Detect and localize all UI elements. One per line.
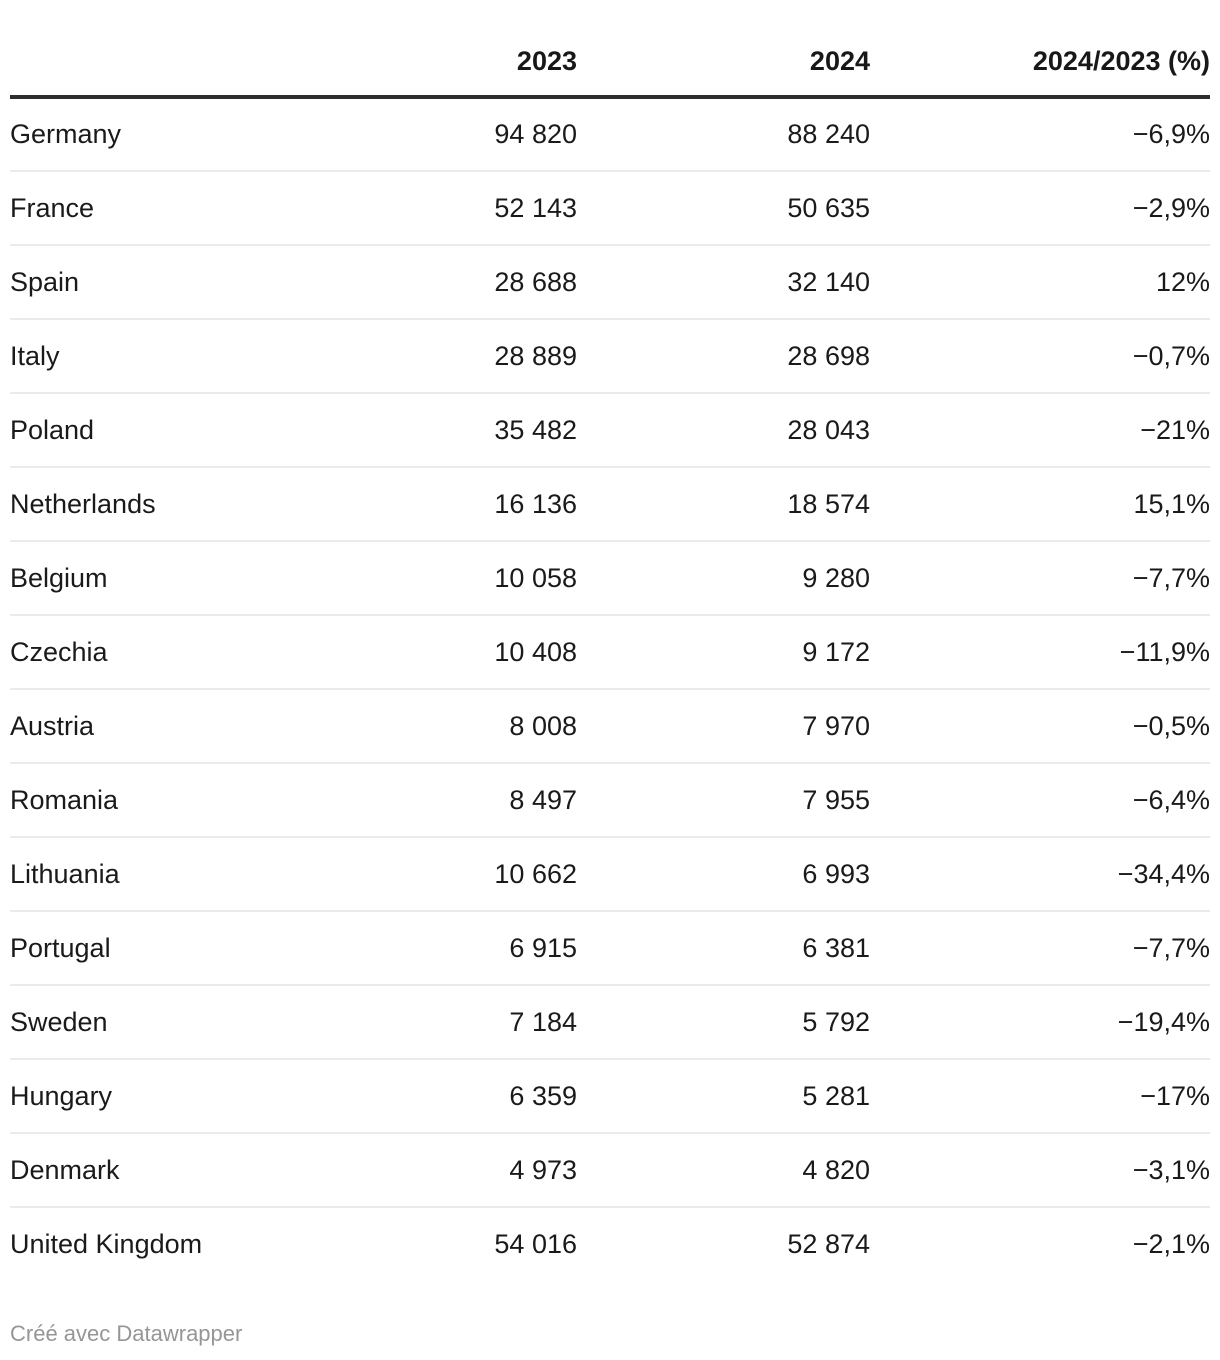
data-table: [10, 0, 1210, 1281]
value-2024-cell: 9 280: [802, 562, 870, 593]
value-2024-cell: 88 240: [787, 119, 870, 149]
table-row: [10, 541, 1210, 615]
value-2024-cell: 50 635: [787, 192, 870, 223]
country-cell: Italy: [10, 340, 60, 371]
table-body: [10, 97, 1210, 1281]
table-row: [10, 97, 1210, 171]
pct-change-cell: −11,9%: [1119, 636, 1210, 667]
country-cell: Portugal: [10, 932, 111, 963]
table-row: [10, 1059, 1210, 1133]
value-2023-cell: 10 058: [494, 562, 577, 593]
column-header-pct-change: 2024/2023 (%): [1032, 46, 1210, 76]
value-2024-cell: 6 993: [802, 858, 870, 889]
pct-change-cell: −3,1%: [1132, 1154, 1210, 1185]
country-cell: Netherlands: [10, 488, 156, 519]
value-2023-cell: 4 973: [509, 1154, 577, 1185]
column-header-2024: 2024: [809, 46, 870, 76]
table-row: [10, 689, 1210, 763]
country-cell: Lithuania: [10, 858, 120, 889]
table-header: [10, 0, 1210, 97]
pct-change-cell: −6,9%: [1132, 119, 1210, 149]
country-cell: Denmark: [10, 1154, 120, 1185]
country-cell: Hungary: [10, 1080, 113, 1111]
country-cell: Austria: [10, 710, 95, 741]
pct-change-cell: −7,7%: [1132, 562, 1210, 593]
table-row: [10, 467, 1210, 541]
value-2024-cell: 5 281: [802, 1080, 870, 1111]
table-row: [10, 763, 1210, 837]
country-cell: Belgium: [10, 562, 108, 593]
value-2024-cell: 9 172: [802, 636, 870, 667]
country-cell: France: [10, 192, 95, 223]
header-row: [10, 0, 1210, 97]
table-row: [10, 319, 1210, 393]
column-header-2023: 2023: [516, 46, 577, 76]
value-2024-cell: 6 381: [802, 932, 870, 963]
table-row: [10, 1133, 1210, 1207]
pct-change-cell: −0,5%: [1132, 710, 1210, 741]
table-row: [10, 245, 1210, 319]
table-row: [10, 171, 1210, 245]
country-cell: Romania: [10, 784, 119, 815]
value-2023-cell: 8 008: [509, 710, 577, 741]
country-cell: Czechia: [10, 636, 108, 667]
column-header-country: [10, 0, 300, 97]
table-row: [10, 911, 1210, 985]
country-cell: Sweden: [10, 1006, 108, 1037]
attribution-link[interactable]: Créé avec Datawrapper: [10, 1321, 243, 1346]
country-cell: United Kingdom: [10, 1229, 203, 1259]
pct-change-cell: −19,4%: [1117, 1006, 1210, 1037]
pct-change-cell: −6,4%: [1132, 784, 1210, 815]
value-2023-cell: 94 820: [494, 119, 577, 149]
pct-change-cell: −0,7%: [1132, 340, 1210, 371]
table-row: [10, 985, 1210, 1059]
value-2023-cell: 16 136: [494, 488, 577, 519]
table-row: [10, 1207, 1210, 1281]
table-row: [10, 393, 1210, 467]
pct-change-cell: −21%: [1140, 414, 1210, 445]
value-2023-cell: 54 016: [494, 1229, 577, 1259]
value-2024-cell: 52 874: [787, 1229, 870, 1259]
value-2023-cell: 8 497: [509, 784, 577, 815]
pct-change-cell: −17%: [1140, 1080, 1210, 1111]
value-2024-cell: 7 955: [802, 784, 870, 815]
pct-change-cell: −2,9%: [1132, 192, 1210, 223]
value-2023-cell: 52 143: [494, 192, 577, 223]
country-cell: Poland: [10, 414, 95, 445]
value-2024-cell: 32 140: [787, 266, 870, 297]
value-2023-cell: 6 359: [509, 1080, 577, 1111]
value-2024-cell: 28 698: [787, 340, 870, 371]
country-cell: Germany: [10, 119, 122, 149]
value-2024-cell: 5 792: [802, 1006, 870, 1037]
value-2024-cell: 7 970: [802, 710, 870, 741]
pct-change-cell: 15,1%: [1133, 488, 1210, 519]
pct-change-cell: 12%: [1155, 266, 1210, 297]
value-2023-cell: 10 662: [494, 858, 577, 889]
country-cell: Spain: [10, 266, 80, 297]
value-2024-cell: 28 043: [787, 414, 870, 445]
pct-change-cell: −34,4%: [1117, 858, 1210, 889]
value-2023-cell: 28 889: [494, 340, 577, 371]
value-2024-cell: 4 820: [802, 1154, 870, 1185]
table-row: [10, 837, 1210, 911]
value-2023-cell: 10 408: [494, 636, 577, 667]
value-2023-cell: 7 184: [509, 1006, 577, 1037]
table-row: [10, 615, 1210, 689]
value-2023-cell: 28 688: [494, 266, 577, 297]
value-2024-cell: 18 574: [787, 488, 870, 519]
pct-change-cell: −2,1%: [1132, 1229, 1210, 1259]
pct-change-cell: −7,7%: [1132, 932, 1210, 963]
value-2023-cell: 35 482: [494, 414, 577, 445]
value-2023-cell: 6 915: [509, 932, 577, 963]
